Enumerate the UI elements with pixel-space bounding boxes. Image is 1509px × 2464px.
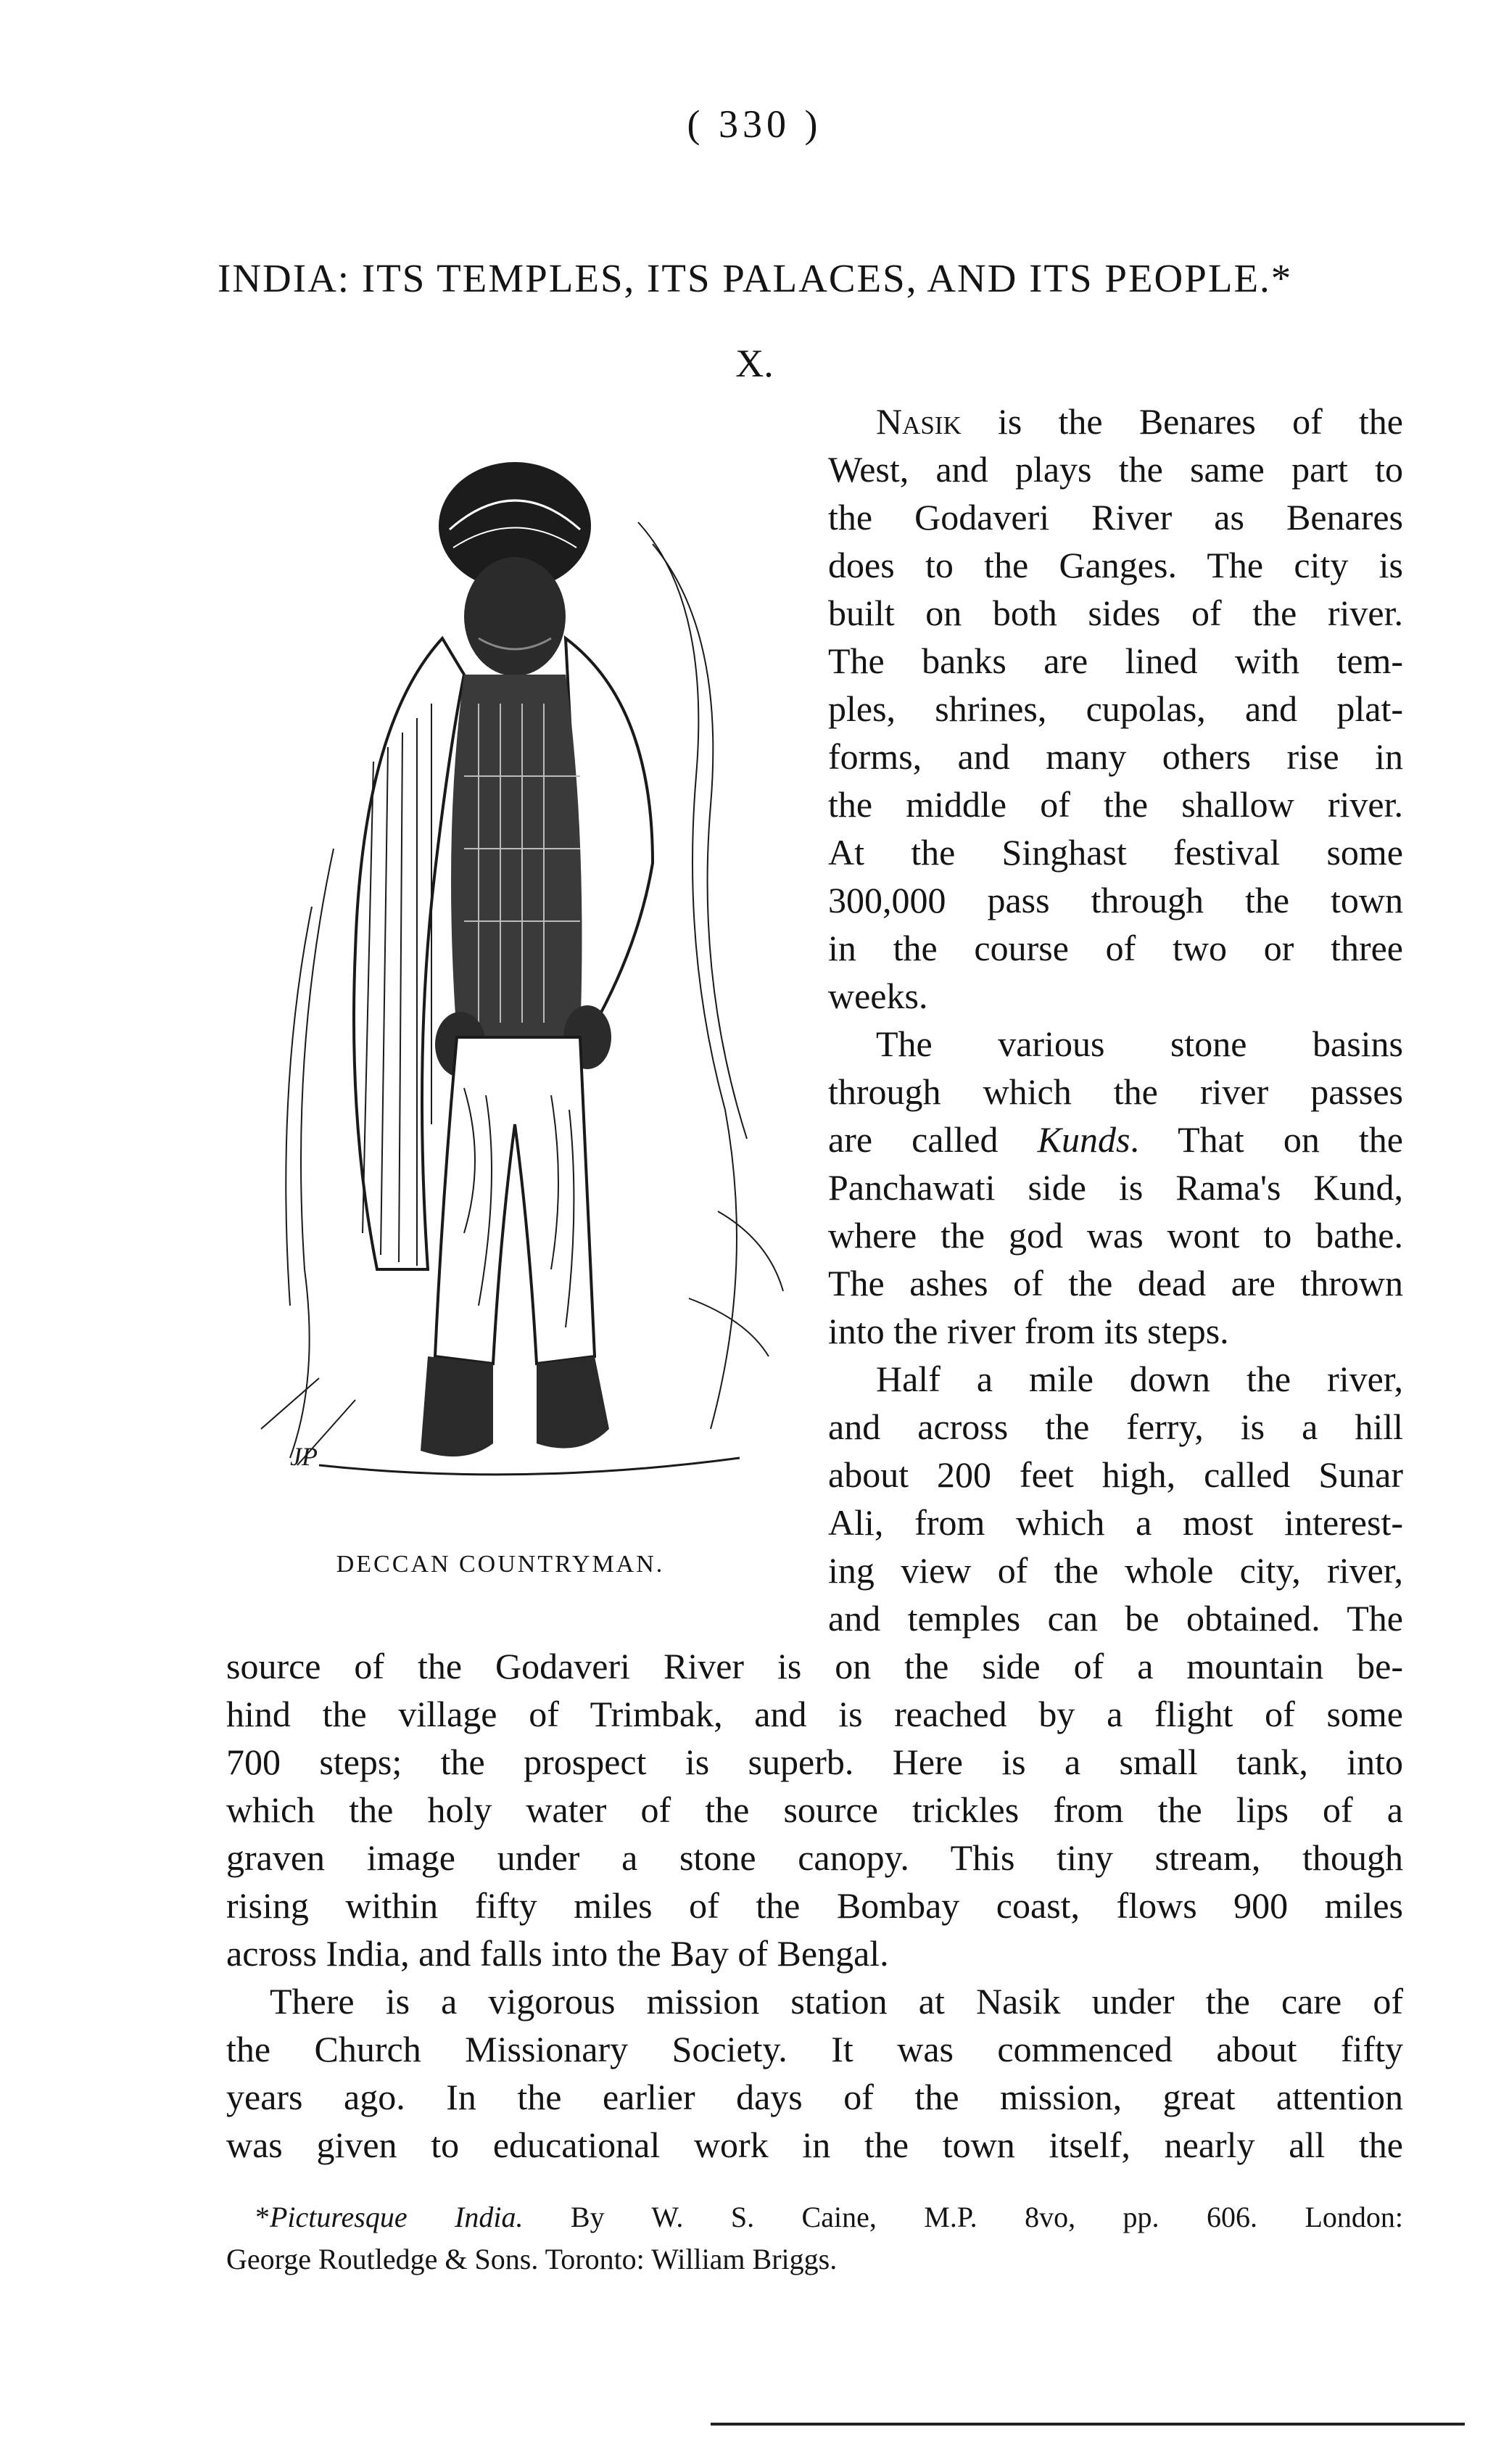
text-line: Half a mile down the river, [876,1359,1403,1399]
text-line: built on both sides of the river. [828,593,1403,633]
deccan-countryman-engraving [247,399,798,1530]
article-title: INDIA: ITS TEMPLES, ITS PALACES, AND ITS PEOPLE.* [218,256,1293,300]
text-line: Ali, from which a most interest- [828,1502,1403,1543]
text-line: years ago. In the earlier days of the mission, great attention [226,2077,1403,2117]
text-line: about 200 feet high, called Sunar [828,1454,1403,1495]
text-line: in the course of two or three [828,928,1403,968]
text-line: and temples can be obtained. The [828,1598,1403,1639]
text-line: the Church Missionary Society. It was commenced about fifty [226,2029,1403,2069]
text-line: where the god was wont to bathe. [828,1215,1403,1256]
text-line: West, and plays the same part to [828,449,1403,490]
text-line: are called Kunds. That on the [828,1119,1403,1160]
section-number: X. [735,342,774,385]
bottom-rule [711,2423,1465,2426]
text-line: The ashes of the dead are thrown [828,1263,1403,1303]
text-line: does to the Ganges. The city is [828,545,1403,585]
text-line: graven image under a stone canopy. This tiny stream, though [226,1837,1403,1878]
text-line: through which the river passes [828,1071,1403,1112]
page-number: ( 330 ) [687,102,822,146]
text-line: into the river from its steps. [828,1311,1229,1351]
text-line: rising within fifty miles of the Bombay coast, flows 900 miles [226,1885,1403,1926]
text-line: At the Singhast festival some [828,832,1403,873]
text-line: the Godaveri River as Benares [828,497,1403,537]
text-line: 300,000 pass through the town [828,880,1403,920]
engraver-signature: JP [290,1442,318,1471]
text-line: Nasik is the Benares of the [876,401,1403,442]
text-line: The various stone basins [876,1023,1403,1064]
text-line: 700 steps; the prospect is superb. Here is a small tank, into [226,1742,1403,1782]
text-line: source of the Godaveri River is on the side of a mountain be- [226,1646,1403,1686]
footnote-line: *Picturesque India. By W. S. Caine, M.P. 8vo, pp. 606. London: [255,2201,1403,2233]
text-line: was given to educational work in the town itself, nearly all the [226,2125,1403,2165]
text-line: The banks are lined with tem- [828,640,1403,681]
text-line: There is a vigorous mission station at Nasik under the care of [270,1981,1403,2022]
illustration-caption: DECCAN COUNTRYMAN. [336,1551,665,1578]
text-line: across India, and falls into the Bay of Bengal. [226,1933,889,1974]
text-line: the middle of the shallow river. [828,784,1403,825]
text-line: which the holy water of the source trickles from the lips of a [226,1789,1403,1830]
text-line: and across the ferry, is a hill [828,1406,1403,1447]
text-line: forms, and many others rise in [828,736,1403,777]
text-line: ples, shrines, cupolas, and plat- [828,688,1403,729]
text-line: ing view of the whole city, river, [828,1550,1403,1591]
footnote-line: George Routledge & Sons. Toronto: William Briggs. [226,2243,838,2275]
text-line: Panchawati side is Rama's Kund, [828,1167,1403,1208]
text-line: hind the village of Trimbak, and is reached by a flight of some [226,1694,1403,1734]
text-line: weeks. [828,976,928,1016]
